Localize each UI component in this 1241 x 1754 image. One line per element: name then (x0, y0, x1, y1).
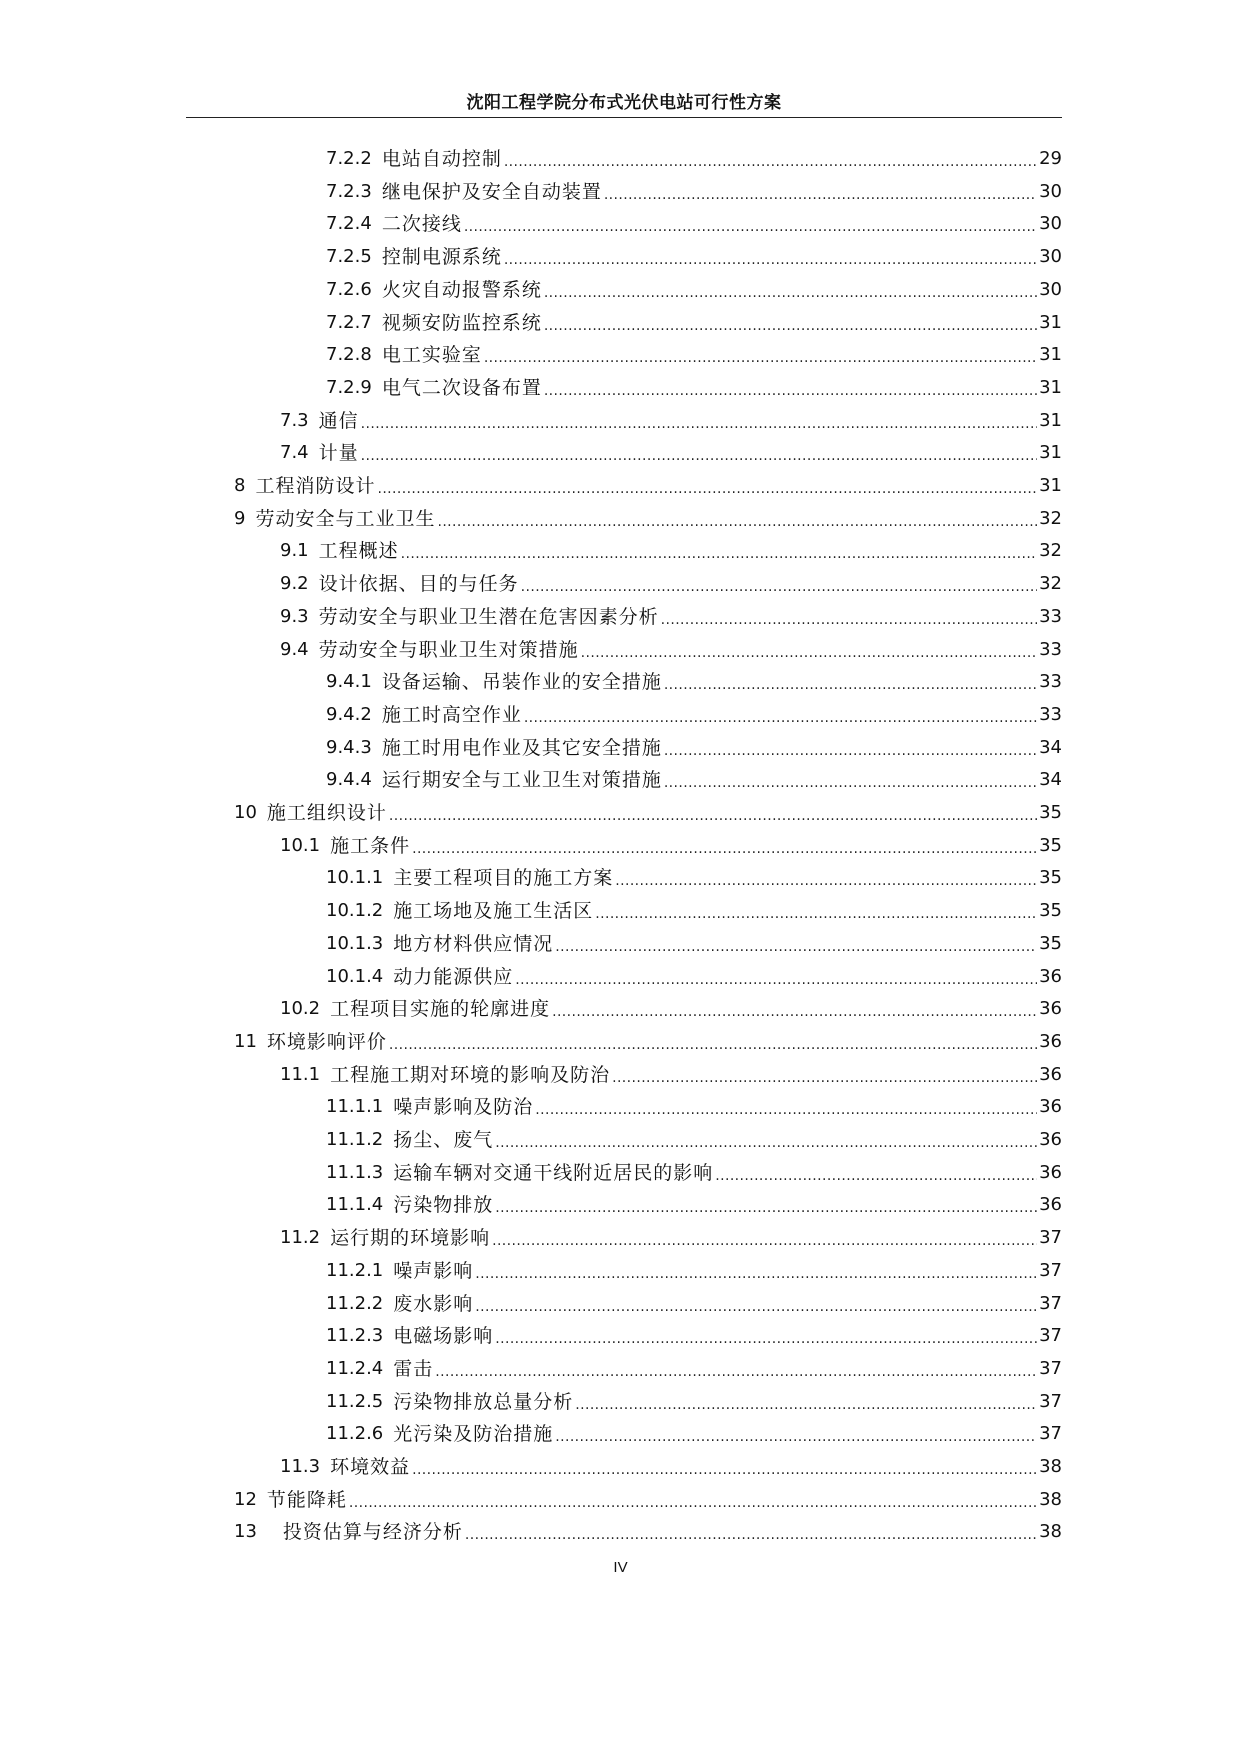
toc-dot-leader (412, 1452, 1037, 1482)
toc-entry-title: 继电保护及安全自动装置 (381, 180, 602, 203)
toc-entry-title: 施工场地及施工生活区 (393, 900, 594, 923)
toc-entry[interactable] (280, 1452, 1062, 1482)
toc-entry[interactable] (326, 929, 1062, 959)
toc-entry-page: 36 (1039, 1030, 1062, 1052)
toc-entry-title: 噪声影响 (393, 1259, 474, 1282)
toc-entry-title: 雷击 (393, 1357, 434, 1380)
toc-dot-leader (464, 209, 1037, 239)
toc-entry-title: 劳动安全与职业卫生对策措施 (318, 638, 579, 661)
toc-entry-number: 7.2.3 (326, 180, 372, 202)
toc-entry-title: 二次接线 (381, 213, 462, 236)
toc-dot-leader (664, 765, 1037, 795)
toc-dot-leader (389, 798, 1037, 828)
toc-dot-leader (604, 177, 1037, 207)
toc-entry[interactable] (326, 1190, 1062, 1220)
toc-dot-leader (595, 896, 1037, 926)
toc-entry-title: 通信 (318, 409, 359, 432)
toc-entry-page: 33 (1039, 703, 1062, 725)
toc-entry-title: 环境影响评价 (266, 1030, 387, 1053)
toc-dot-leader (615, 863, 1037, 893)
toc-entry[interactable] (234, 798, 1062, 828)
toc-entry-number: 10.1.3 (326, 932, 384, 954)
toc-entry-page: 38 (1039, 1488, 1062, 1510)
toc-entry-page: 38 (1039, 1456, 1062, 1477)
toc-entry[interactable] (326, 275, 1062, 305)
toc-entry-page: 37 (1039, 1259, 1062, 1281)
toc-dot-leader (435, 1354, 1037, 1384)
toc-entry-page: 37 (1039, 1292, 1062, 1314)
toc-entry-page: 32 (1039, 507, 1062, 529)
toc-entry-number: 9.4.2 (326, 703, 372, 725)
toc-entry-page: 32 (1039, 573, 1062, 595)
toc-entry-page: 33 (1039, 605, 1062, 627)
toc-entry[interactable] (326, 1256, 1062, 1286)
toc-entry-title: 设计依据、目的与任务 (318, 573, 519, 596)
toc-entry-title: 污染物排放总量分析 (393, 1390, 574, 1413)
toc-entry[interactable] (280, 831, 1062, 861)
toc-entry-number: 10 (234, 802, 257, 823)
toc-entry[interactable] (280, 536, 1062, 566)
toc-entry[interactable] (326, 308, 1062, 338)
toc-entry-page: 36 (1039, 1129, 1062, 1150)
toc-entry-number: 11.1 (280, 1063, 321, 1085)
toc-entry-title: 噪声影响及防治 (393, 1096, 534, 1119)
toc-entry-number: 9.4.3 (326, 736, 372, 758)
page-header-title: 沈阳工程学院分布式光伏电站可行性方案 (466, 93, 782, 113)
toc-entry-number: 11.2.2 (326, 1292, 384, 1314)
toc-entry-number: 11.1.3 (326, 1161, 384, 1183)
toc-entry-title: 动力能源供应 (393, 965, 514, 988)
toc-entry-page: 38 (1039, 1521, 1062, 1543)
toc-dot-leader (412, 831, 1037, 861)
toc-dot-leader (377, 471, 1037, 501)
toc-entry-number: 11.2.6 (326, 1423, 384, 1445)
toc-entry-title: 劳动安全与职业卫生潜在危害因素分析 (318, 605, 659, 628)
toc-entry-title: 地方材料供应情况 (393, 932, 554, 955)
toc-entry-title: 电气二次设备布置 (381, 376, 542, 399)
toc-dot-leader (664, 667, 1037, 697)
toc-dot-leader (581, 635, 1037, 665)
toc-entry-number: 7.2.4 (326, 213, 372, 235)
toc-entry-page: 35 (1039, 834, 1062, 856)
toc-entry-title: 施工组织设计 (266, 802, 387, 824)
toc-entry-title: 工程项目实施的轮廓进度 (330, 998, 551, 1021)
toc-entry-title: 工程施工期对环境的影响及防治 (330, 1063, 611, 1086)
toc-entry-title: 施工条件 (330, 834, 411, 857)
toc-entry-page: 36 (1039, 1096, 1062, 1118)
toc-entry-number: 11.1.2 (326, 1129, 384, 1150)
toc-entry[interactable] (326, 962, 1062, 992)
toc-entry-title: 视频安防监控系统 (381, 311, 542, 334)
toc-dot-leader (492, 1223, 1037, 1253)
toc-entry[interactable] (280, 635, 1062, 665)
toc-dot-leader (349, 1485, 1037, 1515)
toc-entry[interactable] (326, 863, 1062, 893)
toc-entry-title: 施工时用电作业及其它安全措施 (381, 736, 662, 759)
toc-entry-title: 废水影响 (393, 1292, 474, 1315)
toc-entry-page: 35 (1039, 932, 1062, 954)
toc-entry-number: 11.1.1 (326, 1096, 384, 1118)
toc-entry-number: 9 (234, 507, 246, 529)
toc-dot-leader (465, 1517, 1037, 1547)
toc-dot-leader (401, 536, 1037, 566)
toc-entry-page: 30 (1039, 213, 1062, 235)
toc-entry-number: 8 (234, 475, 246, 496)
toc-entry-number: 9.3 (280, 605, 309, 627)
toc-entry-page: 31 (1039, 344, 1062, 366)
toc-entry-title: 主要工程项目的施工方案 (393, 867, 614, 890)
toc-entry-number: 13 (234, 1521, 257, 1543)
toc-entry[interactable] (234, 1027, 1062, 1057)
toc-entry[interactable] (234, 504, 1062, 534)
toc-entry-number: 11.2.4 (326, 1357, 384, 1379)
toc-entry[interactable] (280, 1060, 1062, 1090)
toc-dot-leader (664, 733, 1037, 763)
toc-entry-title: 设备运输、吊装作业的安全措施 (381, 671, 662, 694)
toc-entry-title: 运行期的环境影响 (330, 1227, 491, 1250)
toc-entry[interactable] (326, 1125, 1062, 1155)
toc-entry-title: 运行期安全与工业卫生对策措施 (381, 769, 662, 792)
toc-entry-number: 7.2.5 (326, 246, 372, 268)
toc-entry-page: 36 (1039, 1161, 1062, 1183)
toc-entry-title: 环境效益 (330, 1456, 411, 1478)
toc-entry-title: 工程消防设计 (255, 475, 376, 497)
toc-entry-title: 光污染及防治措施 (393, 1423, 554, 1446)
toc-entry[interactable] (326, 1158, 1062, 1188)
toc-entry-page: 34 (1039, 769, 1062, 791)
toc-entry[interactable] (326, 373, 1062, 403)
toc-dot-leader (521, 569, 1037, 599)
toc-dot-leader (612, 1060, 1037, 1090)
toc-entry-title: 计量 (318, 442, 359, 465)
toc-entry-page: 35 (1039, 867, 1062, 889)
toc-entry-number: 12 (234, 1488, 257, 1510)
toc-entry-page: 32 (1039, 540, 1062, 562)
toc-entry-number: 11.2.3 (326, 1325, 384, 1347)
toc-dot-leader (544, 308, 1037, 338)
toc-entry-page: 35 (1039, 900, 1062, 922)
toc-entry[interactable] (326, 700, 1062, 730)
toc-entry-title: 节能降耗 (266, 1488, 347, 1511)
toc-entry-page: 37 (1039, 1357, 1062, 1379)
toc-entry[interactable] (326, 242, 1062, 272)
toc-dot-leader (484, 340, 1037, 370)
toc-entry[interactable] (280, 1223, 1062, 1253)
toc-entry-title: 运输车辆对交通干线附近居民的影响 (393, 1161, 714, 1184)
toc-entry-page: 37 (1039, 1227, 1062, 1249)
toc-entry-number: 7.2.8 (326, 344, 372, 366)
toc-entry-number: 11 (234, 1030, 257, 1052)
toc-entry-page: 36 (1039, 998, 1062, 1020)
page-number: IV (613, 1559, 628, 1576)
header-rule (186, 117, 1062, 118)
toc-entry[interactable] (326, 765, 1062, 795)
toc-entry-number: 11.1.4 (326, 1194, 384, 1216)
toc-dot-leader (504, 144, 1037, 174)
toc-entry-title: 电站自动控制 (381, 148, 502, 170)
toc-entry[interactable] (326, 733, 1062, 763)
toc-dot-leader (361, 438, 1037, 468)
toc-entry[interactable] (326, 1387, 1062, 1417)
toc-entry[interactable] (280, 994, 1062, 1024)
toc-entry-number: 9.2 (280, 573, 309, 595)
toc-entry-number: 7.3 (280, 409, 309, 431)
toc-entry-title: 投资估算与经济分析 (282, 1521, 463, 1544)
toc-entry[interactable] (326, 1419, 1062, 1449)
toc-entry-number: 10.1.1 (326, 867, 384, 889)
toc-entry[interactable] (280, 602, 1062, 632)
toc-entry[interactable] (280, 569, 1062, 599)
toc-entry-number: 7.4 (280, 442, 309, 464)
toc-entry-page: 30 (1039, 246, 1062, 268)
toc-dot-leader (475, 1256, 1037, 1286)
toc-entry-number: 11.2.5 (326, 1390, 384, 1412)
toc-entry-page: 37 (1039, 1390, 1062, 1412)
toc-entry-title: 火灾自动报警系统 (381, 278, 542, 301)
toc-entry-page: 30 (1039, 180, 1062, 202)
toc-entry-page: 36 (1039, 1194, 1062, 1216)
toc-entry[interactable] (326, 177, 1062, 207)
toc-entry-number: 9.4.1 (326, 671, 372, 693)
toc-entry-page: 31 (1039, 311, 1062, 333)
toc-entry[interactable] (280, 438, 1062, 468)
toc-entry-title: 控制电源系统 (381, 246, 502, 269)
toc-entry[interactable] (326, 1289, 1062, 1319)
toc-dot-leader (555, 929, 1037, 959)
toc-entry-number: 10.1.2 (326, 900, 384, 922)
toc-dot-leader (544, 275, 1037, 305)
toc-dot-leader (495, 1190, 1037, 1220)
toc-entry[interactable] (280, 406, 1062, 436)
toc-dot-leader (495, 1321, 1037, 1351)
toc-dot-leader (524, 700, 1037, 730)
toc-entry-number: 7.2.6 (326, 278, 372, 300)
toc-entry[interactable] (326, 1092, 1062, 1122)
toc-entry[interactable] (326, 1321, 1062, 1351)
toc-entry-page: 33 (1039, 671, 1062, 693)
toc-dot-leader (661, 602, 1037, 632)
toc-dot-leader (552, 994, 1037, 1024)
toc-entry-number: 9.4 (280, 638, 309, 660)
toc-entry-number: 7.2.9 (326, 376, 372, 398)
toc-entry[interactable] (326, 1354, 1062, 1384)
toc-entry-number: 10.1 (280, 834, 321, 856)
toc-entry-page: 37 (1039, 1423, 1062, 1445)
toc-entry-title: 劳动安全与工业卫生 (255, 507, 436, 530)
toc-entry-number: 11.2.1 (326, 1259, 384, 1281)
toc-entry-number: 11.2 (280, 1227, 321, 1249)
toc-entry-title: 扬尘、废气 (393, 1129, 494, 1151)
toc-entry-number: 10.2 (280, 998, 321, 1020)
toc-entry-page: 31 (1039, 442, 1062, 464)
toc-dot-leader (555, 1419, 1037, 1449)
toc-dot-leader (504, 242, 1037, 272)
toc-dot-leader (437, 504, 1037, 534)
toc-dot-leader (515, 962, 1037, 992)
toc-entry-page: 35 (1039, 802, 1062, 823)
toc-entry-page: 33 (1039, 638, 1062, 660)
toc-dot-leader (715, 1158, 1037, 1188)
toc-entry-page: 37 (1039, 1325, 1062, 1347)
toc-entry-title: 工程概述 (318, 540, 399, 563)
toc-entry[interactable] (326, 209, 1062, 239)
toc-dot-leader (475, 1289, 1037, 1319)
toc-entry-page: 31 (1039, 376, 1062, 398)
toc-entry-title: 施工时高空作业 (381, 703, 522, 726)
toc-entry-page: 30 (1039, 278, 1062, 300)
toc-entry-page: 36 (1039, 1063, 1062, 1085)
toc-entry-number: 9.4.4 (326, 769, 372, 791)
toc-dot-leader (389, 1027, 1037, 1057)
toc-entry[interactable] (234, 1517, 1062, 1547)
toc-entry[interactable] (234, 471, 1062, 501)
toc-entry-page: 31 (1039, 475, 1062, 496)
toc-entry[interactable] (234, 1485, 1062, 1515)
toc-entry-number: 7.2.7 (326, 311, 372, 333)
toc-dot-leader (361, 406, 1037, 436)
toc-dot-leader (495, 1125, 1037, 1155)
toc-entry-number: 10.1.4 (326, 965, 384, 987)
toc-entry-number: 7.2.2 (326, 148, 372, 169)
toc-entry-number: 11.3 (280, 1456, 321, 1477)
toc-entry-page: 29 (1039, 148, 1062, 169)
toc-entry[interactable] (326, 340, 1062, 370)
toc-entry[interactable] (326, 667, 1062, 697)
toc-entry-page: 31 (1039, 409, 1062, 431)
toc-entry-page: 34 (1039, 736, 1062, 758)
toc-entry-number: 9.1 (280, 540, 309, 562)
toc-entry-title: 电磁场影响 (393, 1325, 494, 1348)
toc-entry-page: 36 (1039, 965, 1062, 987)
toc-dot-leader (535, 1092, 1037, 1122)
toc-entry-title: 污染物排放 (393, 1194, 494, 1217)
toc-entry[interactable] (326, 896, 1062, 926)
toc-dot-leader (575, 1387, 1037, 1417)
toc-entry[interactable] (326, 144, 1062, 174)
toc-entry-title: 电工实验室 (381, 344, 482, 367)
toc-dot-leader (544, 373, 1037, 403)
